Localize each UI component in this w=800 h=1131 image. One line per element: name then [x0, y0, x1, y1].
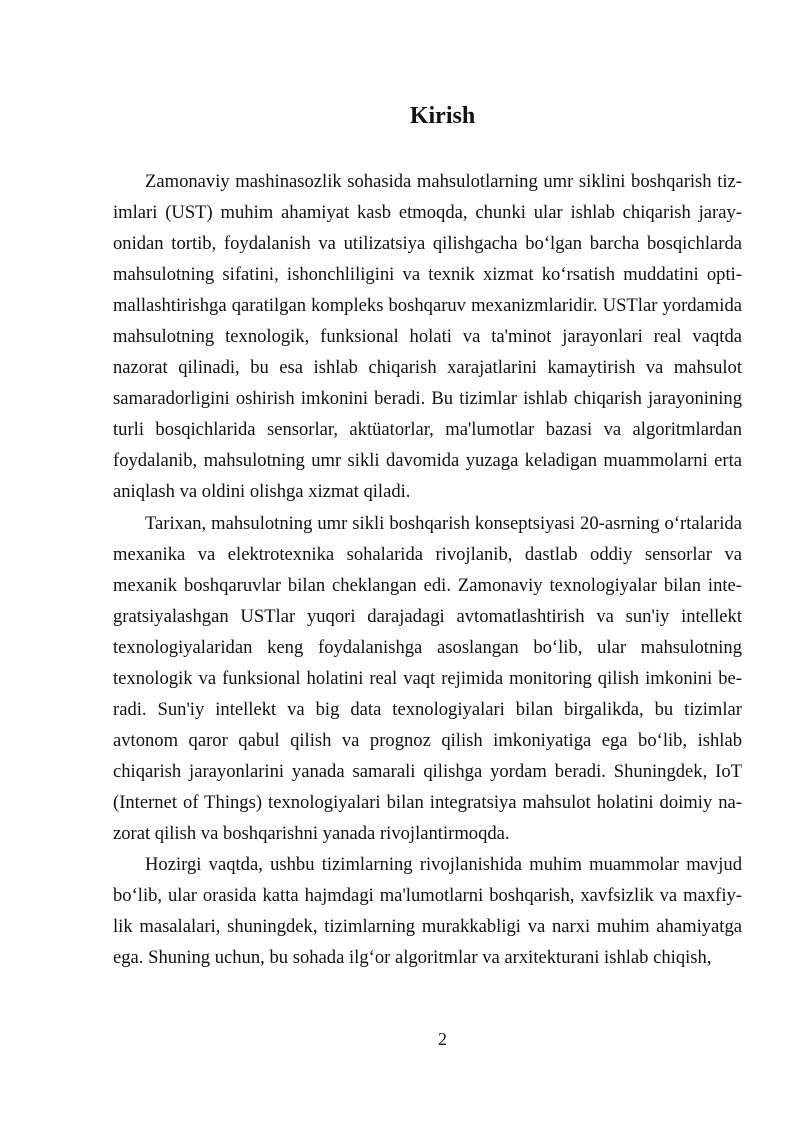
body-text — [113, 166, 742, 973]
page-number: 2 — [438, 1029, 447, 1049]
page-title: Kirish — [409, 103, 476, 129]
paragraph-2: Tarixan, mahsulotning umr sikli boshqarish konseptsiyasi 20-asrning o‘rtalarida mexanika va elektrotexnika sohalarida rivojlanib, dastlab oddiy sensorlar va mexanik boshqaruvlar bilan cheklangan edi. Zamonaviy texnologiyalar bilan integratsiyalashgan USTlar yuqori darajadagi avtomatlashtirish va sun'iy intellekt texnologiyalaridan keng foydalanishga asoslangan bo‘lib, ular mahsulotning texnologik va funksional holatini real vaqt rejimida monitoring qilish imkonini beradi. Sun'iy intellekt va big data texnologiyalari bilan birgalikda, bu tizimlar avtonom qaror qabul qilish va prognoz qilish imkoniyatiga ega bo‘lib, ishlab chiqarish jarayonlarini yanada samarali qilishga yordam beradi. Shuningdek, IoT (Internet of Things) texnologiyalari bilan integratsiya mahsulot holatini doimiy nazorat qilish va boshqarishni yanada rivojlantirmoqda. — [113, 512, 742, 844]
paragraph-3: Hozirgi vaqtda, ushbu tizimlarning rivojlanishida muhim muammolar mavjud bo‘lib, ular orasida katta hajmdagi ma'lumotlarni boshqarish, xavfsizlik va maxfiylik masalalari, shuningdek, tizimlarning murakkabligi va narxi muhim ahamiyatga ega. Shuning uchun, bu sohada ilg‘or algoritmlar va arxitekturani ishlab chiqish, — [113, 854, 742, 969]
paragraph-1: Zamonaviy mashinasozlik sohasida mahsulotlarning umr siklini boshqarish tizimlari (UST) muhim ahamiyat kasb etmoqda, chunki ular ishlab chiqarish jarayonidan tortib, foydalanish va utilizatsiya qilishgacha bo‘lgan barcha bosqichlarda mahsulotning sifatini, ishonchliligini va texnik xizmat ko‘rsatish muddatini optimallashtirishga qaratilgan kompleks boshqaruv mexanizmlaridir. USTlar yordamida mahsulotning texnologik, funksional holati va ta'minot jarayonlari real vaqtda nazorat qilinadi, bu esa ishlab chiqarish xarajatlarini kamaytirish va mahsulot samaradorligini oshirish imkonini beradi. Bu tizimlar ishlab chiqarish jarayonining turli bosqichlarida sensorlar, aktüatorlar, ma'lumotlar bazasi va algoritmlardan foydalanib, mahsulotning umr sikli davomida yuzaga keladigan muammolarni erta aniqlash va oldini olishga xizmat qiladi. — [113, 171, 742, 503]
